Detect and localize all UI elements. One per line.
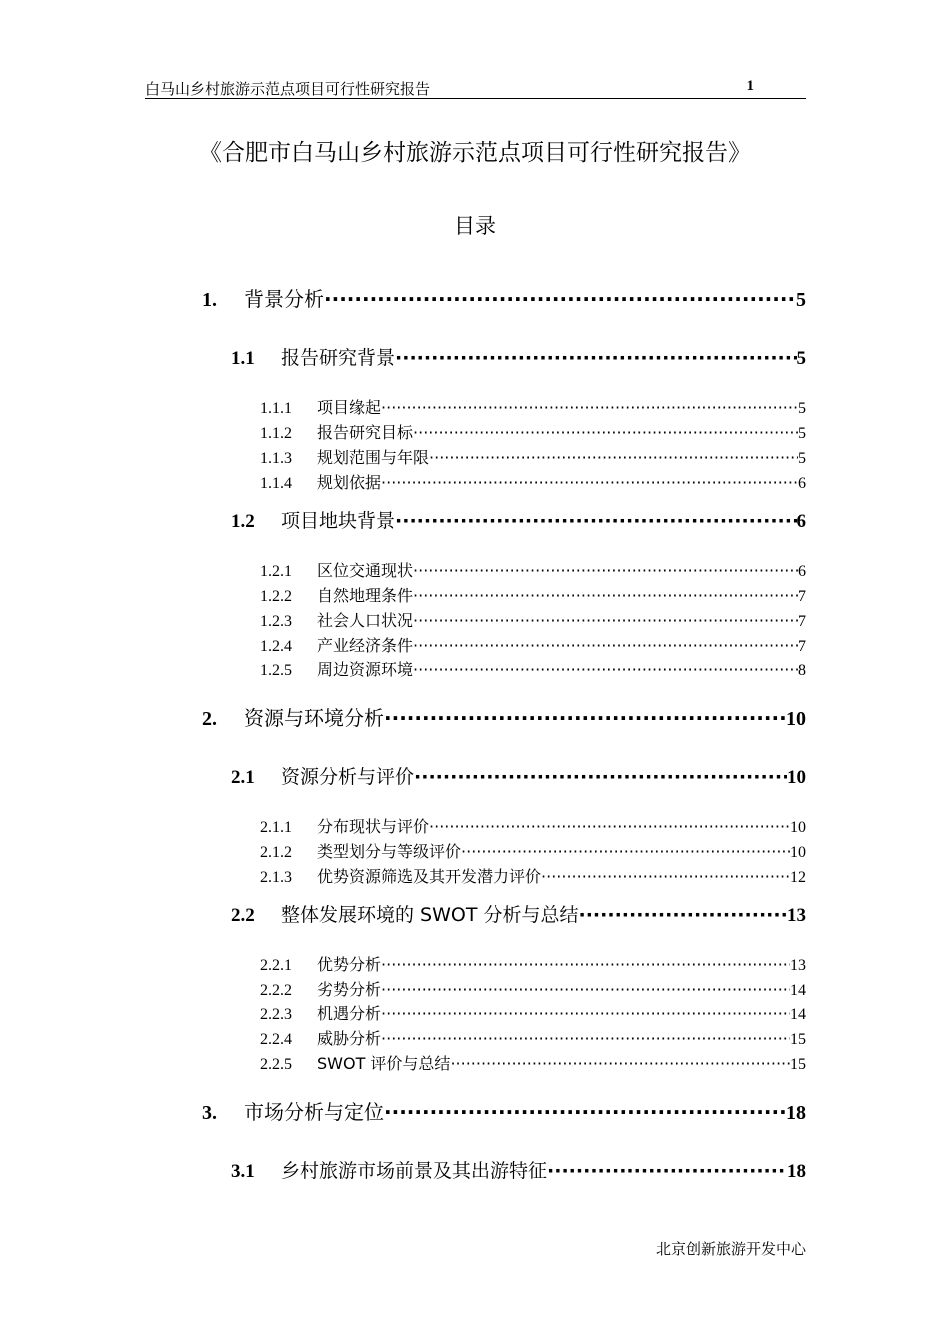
toc-leader: [579, 904, 788, 926]
toc-entry[interactable]: [231, 506, 806, 533]
toc-heading: 目录: [454, 214, 496, 238]
toc-page-number: 18: [786, 1102, 806, 1124]
toc-leader: [541, 867, 790, 886]
toc-page-number: 13: [787, 905, 806, 926]
toc-number: 2.2.1: [260, 957, 292, 974]
toc-title: 资源分析与评价: [281, 766, 415, 788]
page-footer: 北京创新旅游开发中心: [655, 1240, 806, 1258]
toc-page-number: 10: [790, 819, 806, 836]
toc-title: 周边资源环境: [317, 660, 414, 679]
toc-number: 1.1.1: [260, 400, 292, 417]
toc-title: 整体发展环境的 SWOT 分析与总结: [281, 904, 579, 926]
toc-page-number: 5: [798, 425, 806, 442]
toc-entry[interactable]: [231, 343, 806, 370]
toc-leader: [429, 817, 790, 836]
document-title: 《合肥市白马山乡村旅游示范点项目可行性研究报告》: [199, 140, 751, 166]
toc-title: 区位交通现状: [317, 561, 414, 580]
toc-number: 1.1.2: [260, 425, 292, 442]
toc-number: 2.1: [231, 767, 255, 788]
toc-title: 规划范围与年限: [317, 448, 430, 467]
toc-number: 2.1.1: [260, 819, 292, 836]
toc-entry[interactable]: [231, 1156, 806, 1183]
toc-page-number: 7: [798, 588, 806, 605]
toc-number: 2.: [202, 708, 217, 730]
toc-page-number: 14: [790, 1006, 806, 1023]
toc-page-number: 5: [796, 289, 806, 311]
toc-number: 2.2: [231, 905, 255, 926]
toc-title: 机遇分析: [317, 1004, 382, 1023]
toc-leader: [384, 706, 786, 730]
toc-entry[interactable]: [231, 762, 806, 789]
toc-title: 劣势分析: [317, 980, 382, 999]
toc-title: 优势分析: [317, 955, 382, 974]
toc-leader: [413, 660, 798, 679]
toc-page-number: 14: [790, 982, 806, 999]
toc-entry[interactable]: [260, 395, 806, 418]
toc-page-number: 6: [798, 563, 806, 580]
toc-number: 1.1.4: [260, 475, 292, 492]
toc-number: 1.2.5: [260, 662, 292, 679]
toc-leader: [413, 611, 798, 630]
toc-leader: [381, 398, 798, 417]
toc-page-number: 10: [786, 708, 806, 730]
toc-leader: [381, 955, 790, 974]
toc-title: 类型划分与等级评价: [317, 842, 462, 861]
toc-leader: [413, 636, 798, 655]
toc-page-number: 6: [796, 511, 806, 532]
page-header: [145, 78, 806, 99]
toc-entry[interactable]: [260, 445, 806, 468]
toc-leader: [450, 1054, 790, 1073]
toc-number: 2.1.2: [260, 844, 292, 861]
toc-title: 产业经济条件: [317, 636, 414, 655]
toc-entry[interactable]: [202, 702, 806, 731]
toc-number: 2.2.2: [260, 982, 292, 999]
toc-entry[interactable]: [260, 657, 806, 680]
toc-title: 背景分析: [244, 287, 324, 311]
toc-leader: [381, 1029, 790, 1048]
toc-entry[interactable]: [260, 839, 806, 862]
toc-entry[interactable]: [260, 1026, 806, 1049]
toc-leader: [381, 1004, 790, 1023]
toc-title: 资源与环境分析: [244, 706, 384, 730]
toc-entry[interactable]: [260, 608, 806, 631]
toc-number: 1.2: [231, 511, 255, 532]
toc-leader: [384, 1100, 786, 1124]
toc-title: SWOT 评价与总结: [317, 1054, 451, 1073]
toc-page-number: 15: [790, 1031, 806, 1048]
toc-title: 报告研究目标: [317, 423, 414, 442]
toc-page-number: 6: [798, 475, 806, 492]
toc-leader: [413, 586, 798, 605]
toc-leader: [381, 980, 790, 999]
toc-entry[interactable]: [260, 1001, 806, 1024]
toc-title: 威胁分析: [317, 1029, 382, 1048]
toc-page-number: 18: [787, 1161, 806, 1182]
toc-leader: [414, 766, 787, 788]
toc-entry[interactable]: [260, 470, 806, 493]
toc-title: 规划依据: [317, 473, 382, 492]
toc-page-number: 5: [798, 450, 806, 467]
toc-leader: [429, 448, 798, 467]
toc-page-number: 5: [798, 400, 806, 417]
toc-page-number: 12: [790, 869, 806, 886]
toc-leader: [461, 842, 790, 861]
toc-leader: [547, 1160, 787, 1182]
toc-number: 3.1: [231, 1161, 255, 1182]
toc-number: 1.2.4: [260, 638, 292, 655]
toc-number: 1.1.3: [260, 450, 292, 467]
toc-title: 项目缘起: [317, 398, 382, 417]
toc-title: 优势资源筛选及其开发潜力评价: [317, 867, 542, 886]
header-title: 白马山乡村旅游示范点项目可行性研究报告: [145, 80, 431, 98]
toc-number: 2.2.5: [260, 1056, 292, 1073]
toc-entry[interactable]: [260, 583, 806, 606]
toc-page-number: 5: [796, 348, 806, 369]
toc-number: 2.2.3: [260, 1006, 292, 1023]
toc-leader: [413, 423, 798, 442]
toc-title: 社会人口状况: [317, 611, 414, 630]
toc-leader: [381, 473, 798, 492]
toc-number: 1.2.1: [260, 563, 292, 580]
toc-entry[interactable]: [260, 1051, 806, 1074]
toc-number: 2.1.3: [260, 869, 292, 886]
toc-page-number: 13: [790, 957, 806, 974]
toc-page-number: 15: [790, 1056, 806, 1073]
toc-entry[interactable]: [260, 420, 806, 443]
header-page-number: 1: [746, 78, 754, 94]
toc-number: 1.2.2: [260, 588, 292, 605]
toc-number: 1.1: [231, 348, 255, 369]
toc-entry[interactable]: [260, 952, 806, 975]
toc-page-number: 10: [787, 767, 806, 788]
toc-page-number: 10: [790, 844, 806, 861]
toc-title: 市场分析与定位: [244, 1100, 384, 1124]
toc-leader: [324, 287, 796, 311]
toc-page-number: 7: [798, 638, 806, 655]
toc-number: 2.2.4: [260, 1031, 292, 1048]
toc-title: 报告研究背景: [281, 347, 396, 369]
toc-number: 1.2.3: [260, 613, 292, 630]
toc-number: 3.: [202, 1102, 217, 1124]
toc-entry[interactable]: [260, 977, 806, 1000]
toc-entry[interactable]: [260, 864, 806, 887]
toc-leader: [395, 510, 796, 532]
toc-entry[interactable]: [202, 1096, 806, 1125]
toc-number: 1.: [202, 289, 217, 311]
toc-title: 项目地块背景: [281, 510, 396, 532]
toc-entry[interactable]: [260, 814, 806, 837]
toc-page-number: 7: [798, 613, 806, 630]
toc-entry[interactable]: [231, 900, 806, 927]
toc-title: 分布现状与评价: [317, 817, 430, 836]
toc-entry[interactable]: [260, 633, 806, 656]
toc-leader: [413, 561, 798, 580]
toc-title: 乡村旅游市场前景及其出游特征: [281, 1160, 548, 1182]
toc-title: 自然地理条件: [317, 586, 414, 605]
toc-entry[interactable]: [260, 558, 806, 581]
toc-leader: [395, 347, 796, 369]
toc-entry[interactable]: [202, 283, 806, 312]
toc-page-number: 8: [798, 662, 806, 679]
